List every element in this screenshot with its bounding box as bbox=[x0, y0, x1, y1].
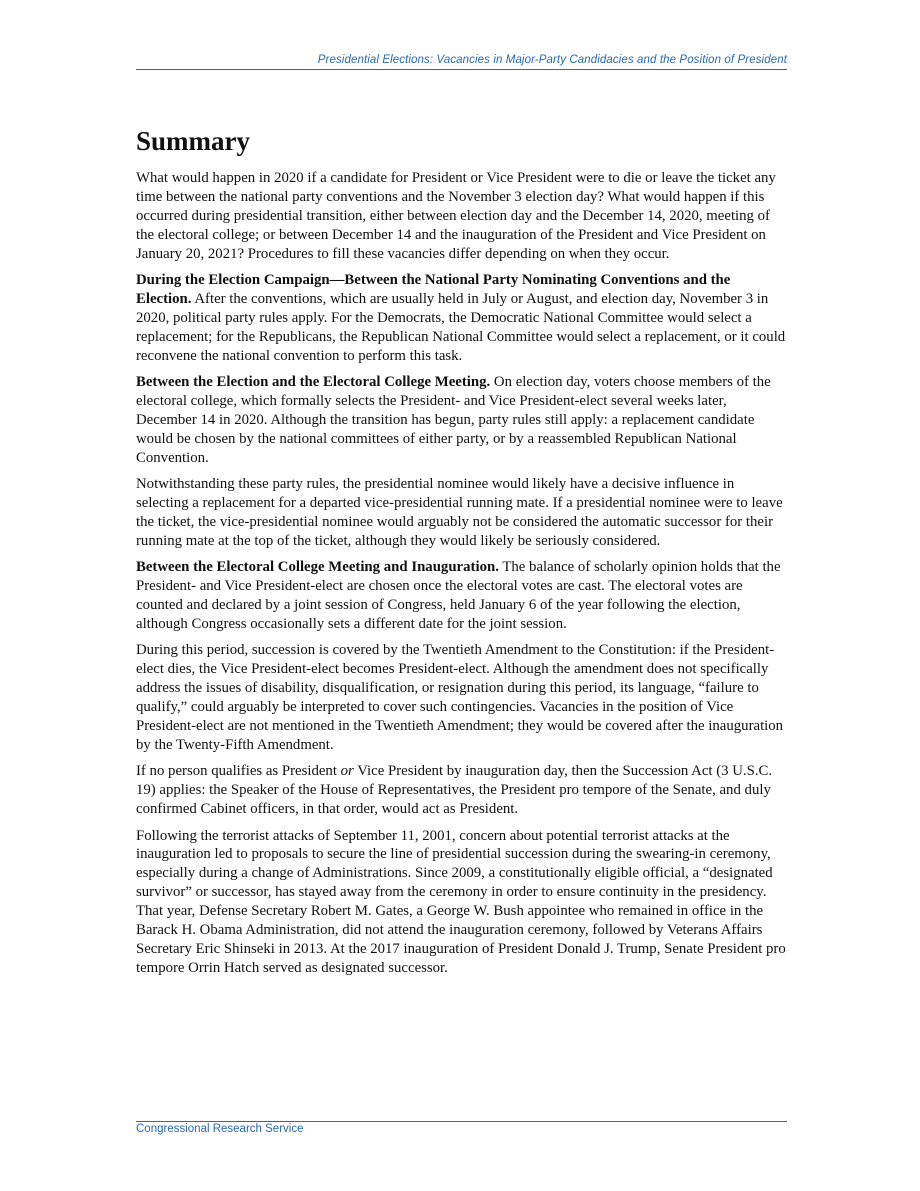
paragraph-succession-act bbox=[136, 762, 788, 819]
paragraph-lead-heading: Between the Electoral College Meeting and Inauguration. bbox=[136, 559, 499, 576]
paragraph-election-campaign bbox=[136, 271, 788, 366]
paragraph-electoral-college-to-inauguration bbox=[136, 558, 788, 634]
running-footer: Congressional Research Service bbox=[136, 1123, 304, 1135]
header-divider bbox=[136, 69, 787, 70]
footer-divider bbox=[136, 1121, 787, 1122]
page-title: Summary bbox=[136, 126, 250, 156]
paragraph-body-text: Vice President by inauguration day, then the Succession Act (3 U.S.C. 19) applies: the Speaker of the House of Representatives, the President pro tempore of the Senate, and duly confirmed Cabinet officers, in that order, would act as President. bbox=[136, 763, 773, 818]
paragraph-body-text: Notwithstanding these party rules, the presidential nominee would likely have a decisive influence in selecting a replacement for a departed vice-presidential running mate. If a presidential nominee were to leave the ticket, the vice-presidential nominee would arguably not be considered the automatic successor for their running mate at the top of the ticket, although they would likely be seriously considered. bbox=[136, 476, 783, 549]
paragraph-body-text: If no person qualifies as President bbox=[136, 763, 341, 780]
paragraph-lead-heading: During the Election Campaign—Between the National Party Nominating Conventions and the Election. bbox=[136, 272, 731, 307]
paragraph-body-text: After the conventions, which are usually held in July or August, and election day, November 3 in 2020, political party rules apply. For the Democrats, the Democratic National Committee would select a replacement; for the Republicans, the Republican National Committee would select a replacement, or it could reconvene the national convention to perform this task. bbox=[136, 290, 786, 364]
paragraph-twentieth-amendment bbox=[136, 641, 788, 754]
paragraph-body-text: On election day, voters choose members of the electoral college, which formally selects the President- and Vice President-elect several weeks later, December 14 in 2020. Although the transition has begun, party rules still apply: a replacement candidate would be chosen by the national committees of either party, or by a reassembled Republican National Convention. bbox=[136, 374, 771, 466]
paragraph-lead-heading: Between the Election and the Electoral College Meeting. bbox=[136, 374, 491, 391]
paragraph-intro bbox=[136, 169, 788, 264]
paragraph-body-text: Following the terrorist attacks of September 11, 2001, concern about potential terrorist attacks at the inauguration led to proposals to secure the line of presidential succession during the swearing-in ceremony, especially during a change of Administrations. Since 2009, a constitutionally eligible official, a “designated survivor” or successor, has stayed away from the ceremony in order to ensure continuity in the presidency. That year, Defense Secretary Robert M. Gates, a George W. Bush appointee who remained in office in the Barack H. Obama Administration, did not attend the inauguration ceremony, followed by Veterans Affairs Secretary Eric Shinseki in 2013. At the 2017 inauguration of President Donald J. Trump, Senate President pro tempore Orrin Hatch served as designated successor. bbox=[136, 827, 786, 976]
summary-section bbox=[136, 124, 788, 985]
paragraph-election-to-electoral-college bbox=[136, 373, 788, 468]
paragraph-body-text: During this period, succession is covered by the Twentieth Amendment to the Constitution: if the President-elect dies, the Vice President-elect becomes President-elect. Although the amendment does not specifically address the issues of disability, disqualification, or resignation during this period, its language, “failure to qualify,” could arguably be interpreted to cover such contingencies. Vacancies in the position of Vice President-elect are not mentioned in the Twentieth Amendment; they would be covered after the inauguration by the Twenty-Fifth Amendment. bbox=[136, 642, 784, 753]
emphasis-text: or bbox=[340, 763, 354, 780]
paragraph-intro-text: What would happen in 2020 if a candidate for President or Vice President were to die or leave the ticket any time between the national party conventions and the November 3 election day? What would happen if this occurred during presidential transition, either between election day and the December 14, 2020, meeting of the electoral college; or between December 14 and the inauguration of the President and Vice President on January 20, 2021? Procedures to fill these vacancies differ depending on when they occur. bbox=[136, 170, 776, 262]
paragraph-party-rules bbox=[136, 475, 788, 551]
running-header: Presidential Elections: Vacancies in Major-Party Candidacies and the Position of President bbox=[317, 54, 787, 66]
paragraph-body-text: The balance of scholarly opinion holds that the President- and Vice President-elect are chosen once the electoral votes are cast. The electoral votes are counted and declared by a joint session of Congress, held January 6 of the year following the election, although Congress occasionally sets a different date for the joint session. bbox=[136, 559, 781, 632]
paragraph-designated-survivor bbox=[136, 827, 788, 978]
